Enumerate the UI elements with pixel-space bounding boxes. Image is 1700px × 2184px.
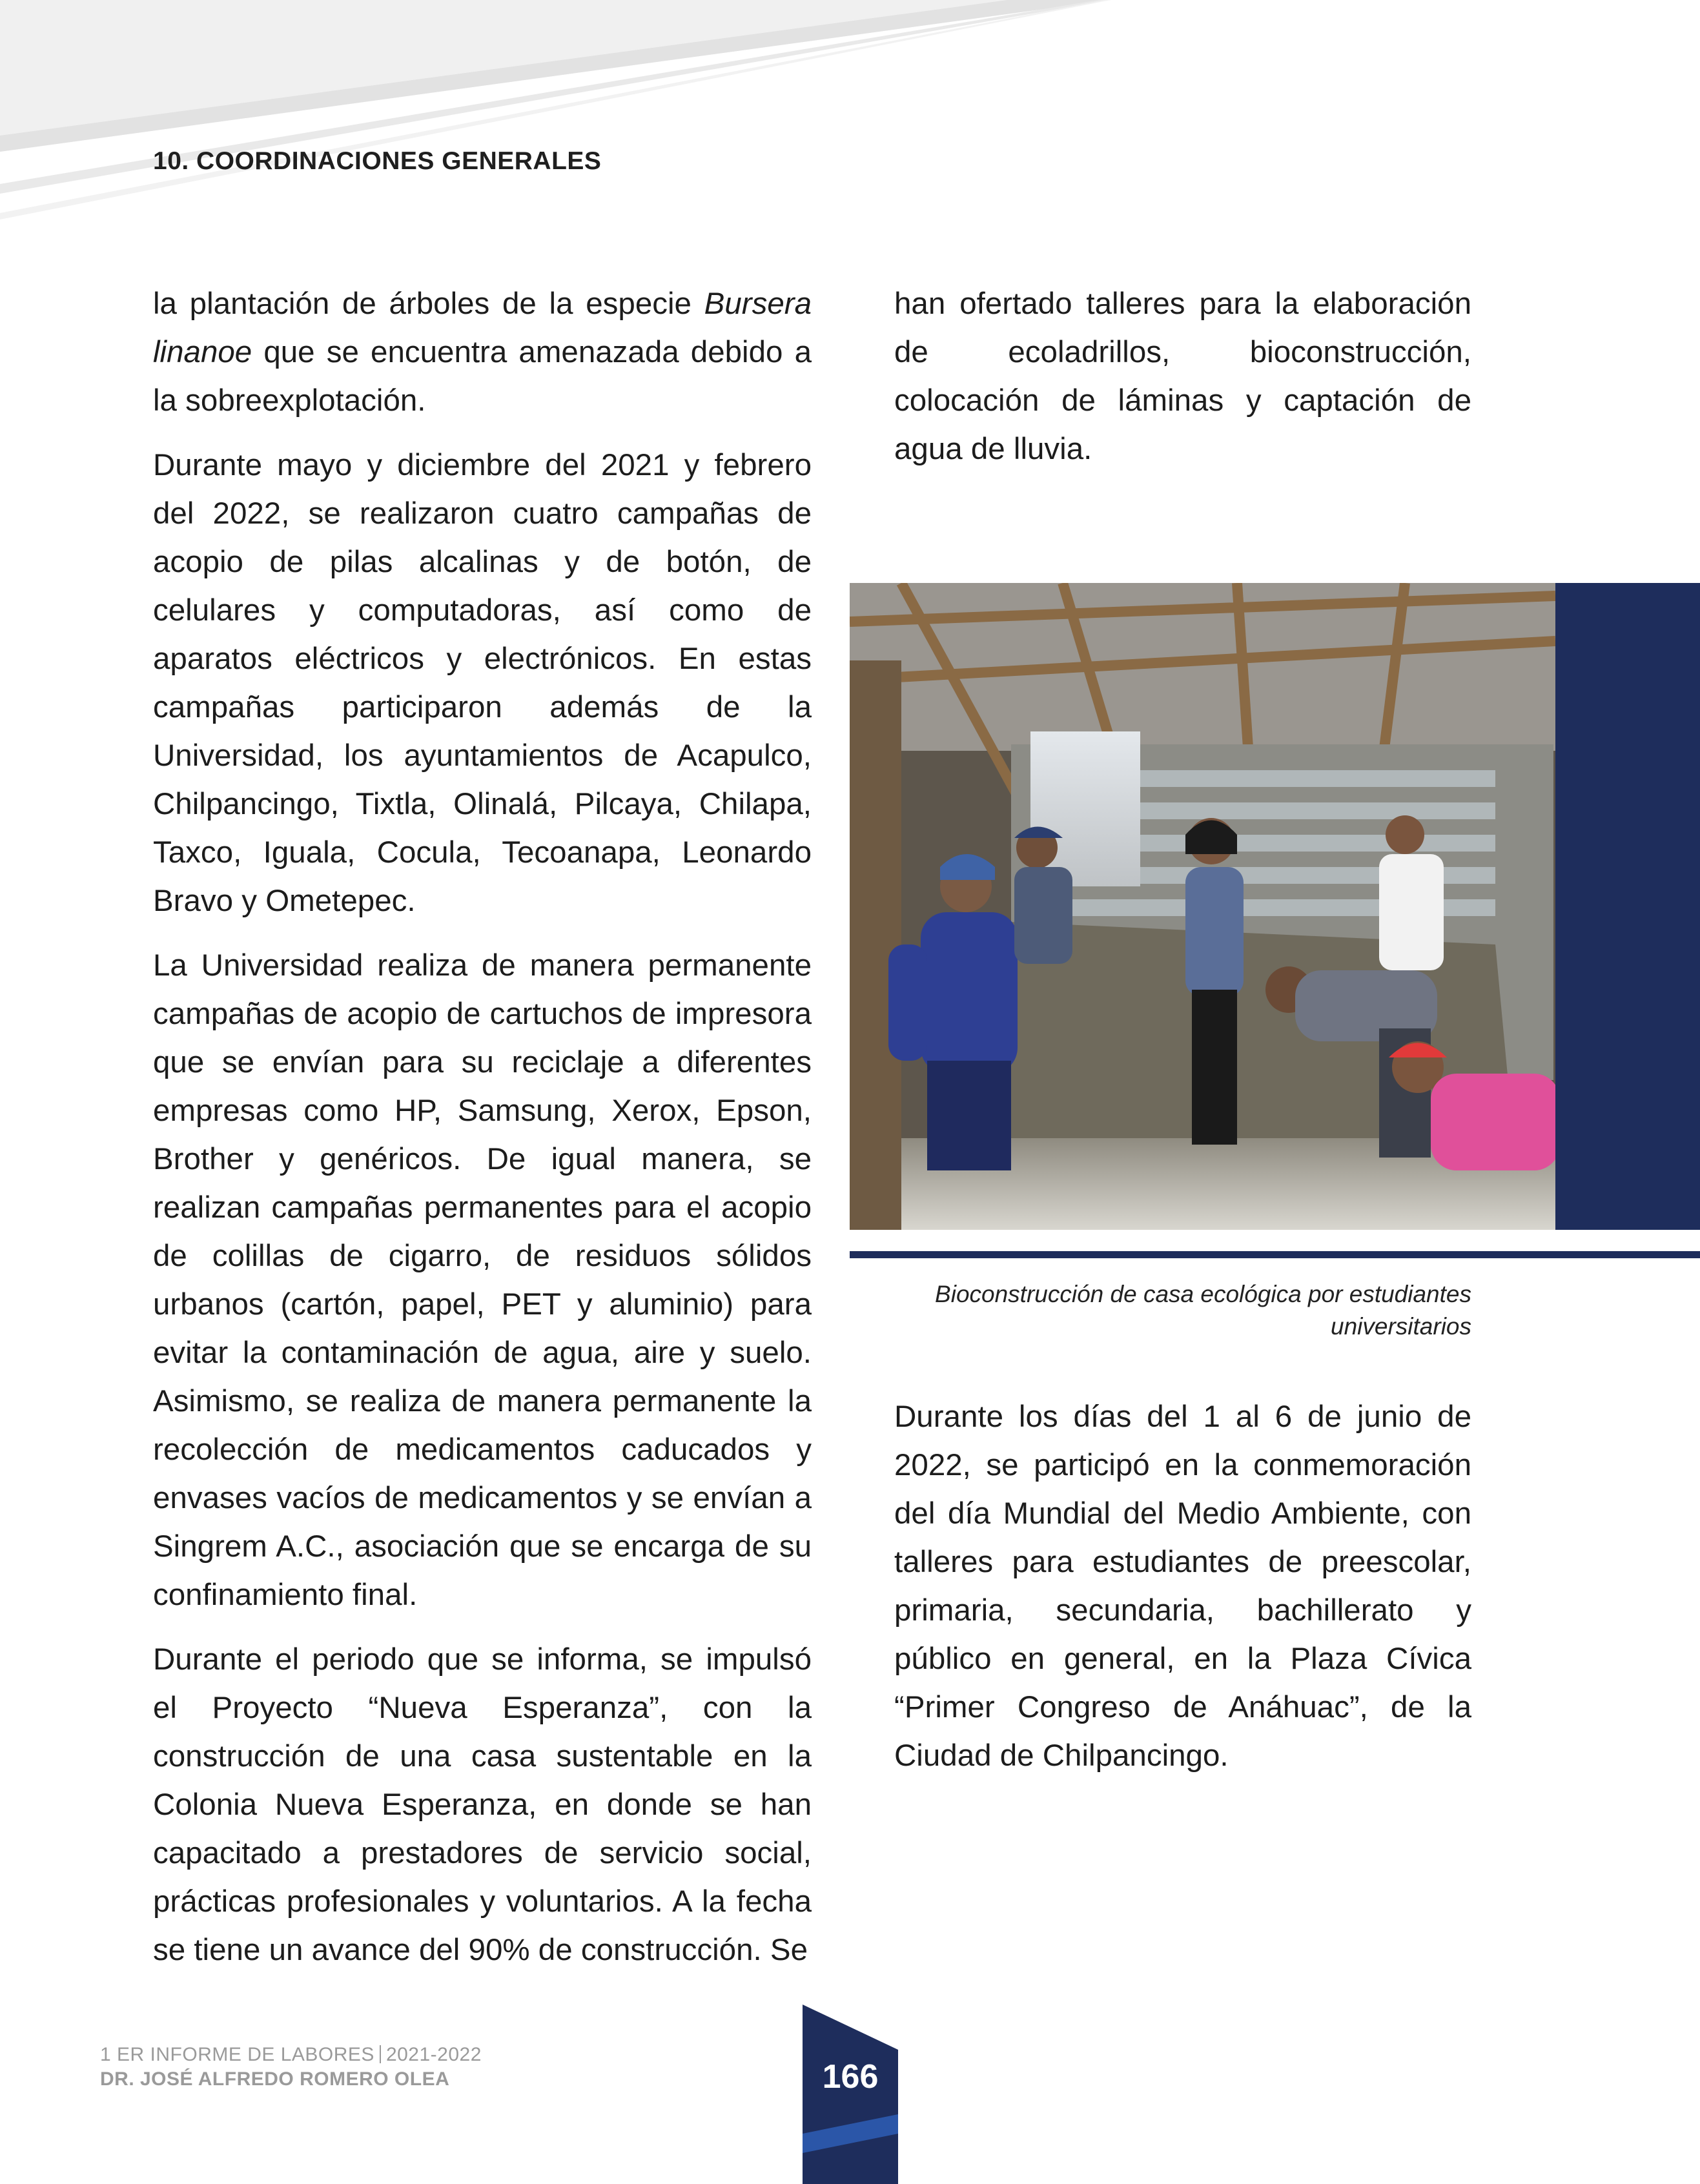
paragraph-battery-campaigns: Durante mayo y diciembre del 2021 y febrero del 2022, se realizaron cuatro campañas de acopio de pilas alcalinas y de botón, de celulares y computadoras, así como de aparatos eléctricos y electrónicos. En estas campañas participaron además de la Universidad, los ayuntamientos de Acapulco, Chilpancingo, Tixtla, Olinalá, Pilcaya, Chilapa, Taxco, Iguala, Cocula, Tecoanapa, Leonardo Bravo y Ometepec.: [153, 448, 812, 918]
page-number: 166: [822, 2058, 879, 2096]
bioconstruction-photo: [850, 583, 1555, 1230]
report-period: 2021-2022: [385, 2044, 482, 2065]
report-author: DR. JOSÉ ALFREDO ROMERO OLEA: [100, 2068, 450, 2090]
navy-side-panel: [1555, 583, 1700, 1230]
photo-caption: Bioconstrucción de casa ecológica por estudiantes universitarios: [935, 1281, 1471, 1340]
footer-report-info: [100, 2043, 482, 2092]
report-title: 1 ER INFORME DE LABORES: [100, 2044, 374, 2065]
paragraph-workshops: han ofertado talleres para la elaboración de ecoladrillos, bioconstrucción, colocación de láminas y captación de agua de lluvia.: [894, 287, 1471, 466]
paragraph-environment-day: Durante los días del 1 al 6 de junio de 2022, se participó en la conmemoración del día Mundial del Medio Ambiente, con talleres para estudiantes de preescolar, primaria, secundaria, bachillerato y público en general, en la Plaza Cívica “Primer Congreso de Anáhuac”, de la Ciudad de Chilpancingo.: [894, 1400, 1471, 1773]
separator: [380, 2045, 381, 2063]
paragraph-bursera: la plantación de árboles de la especie Bursera linanoe que se encuentra amenazada debido a la sobreexplotación.: [153, 287, 812, 418]
paragraph-nueva-esperanza: Durante el periodo que se informa, se impulsó el Proyecto “Nueva Esperanza”, con la construcción de una casa sustentable en la Colonia Nueva Esperanza, en donde se han capacitado a prestadores de servicio social, prácticas profesionales y voluntarios. A la fecha se tiene un avance del 90% de construcción. Se: [153, 1642, 812, 1967]
species-name: Bursera linanoe: [153, 287, 812, 369]
photo-illustration: [850, 583, 1555, 1230]
right-text-column-top: [894, 280, 1471, 489]
paragraph-cartridge-recycling: La Universidad realiza de manera permanente campañas de acopio de cartuchos de impresora que se envían para su reciclaje a diferentes empresas como HP, Samsung, Xerox, Epson, Brother y genéricos. De igual manera, se realizan campañas permanentes para el acopio de colillas de cigarro, de residuos sólidos urbanos (cartón, papel, PET y aluminio) para evitar la contaminación de agua, aire y suelo. Asimismo, se realiza de manera permanente la recolección de medicamentos caducados y envases vacíos de medicamentos y se envían a Singrem A.C., asociación que se encarga de su confinamiento final.: [153, 948, 812, 1612]
left-text-column: [153, 280, 812, 1990]
right-text-column-bottom: [894, 1393, 1471, 1796]
photo-underline: [850, 1251, 1700, 1258]
section-title: 10. COORDINACIONES GENERALES: [153, 147, 602, 175]
header-decoration: [0, 0, 1700, 232]
